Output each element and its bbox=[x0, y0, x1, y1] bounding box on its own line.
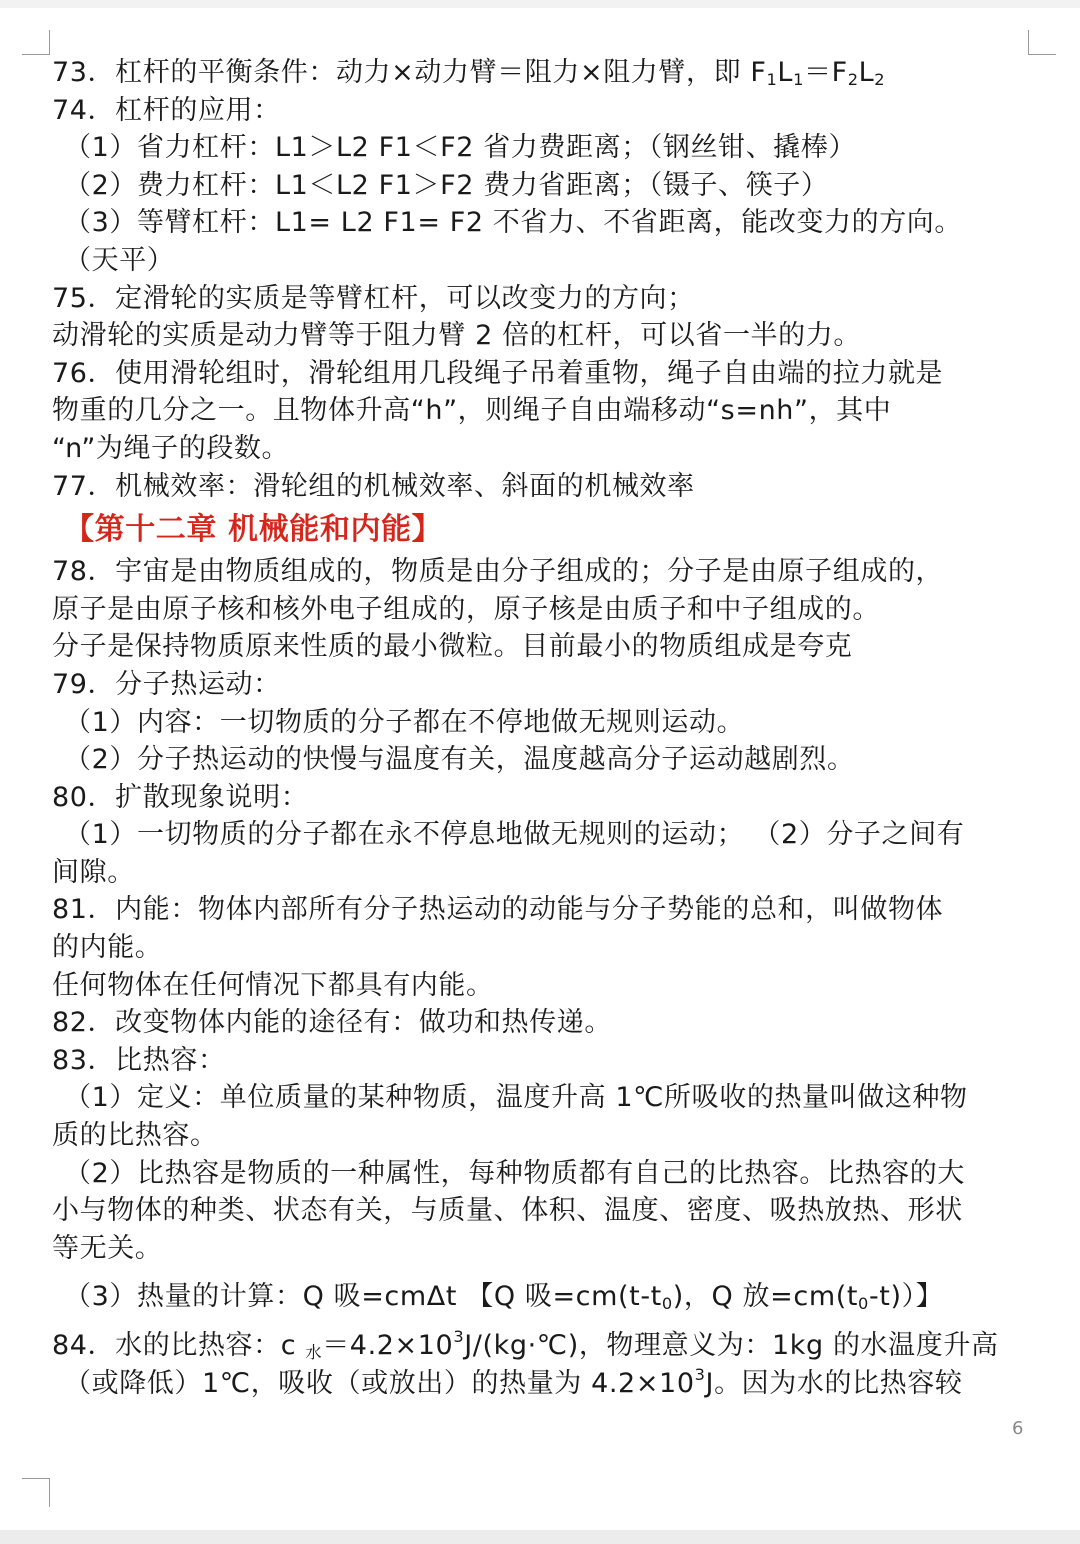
item-83-2: （2）比热容是物质的一种属性，每种物质都有自己的比热容。比热容的大 bbox=[64, 1157, 965, 1189]
crop-mark-top-right bbox=[1028, 30, 1056, 55]
item-75: 75．定滑轮的实质是等臂杠杆，可以改变力的方向； bbox=[52, 282, 695, 314]
item-73: 73．杠杆的平衡条件：动力×动力臂＝阻力×阻力臂，即 $F_1L_1=F_2L_2$ bbox=[52, 57, 886, 90]
item-81-cont: 的内能。 bbox=[52, 932, 163, 964]
crop-mark-top-left bbox=[22, 30, 50, 55]
item-82: 82．改变物体内能的途径有：做功和热传递。 bbox=[52, 1007, 612, 1039]
item-84: 84．水的比热容：c $_水=4.2\times 10^3J/(kg\cdot℃)$，物理意义为：1kg 的水温度升高 bbox=[52, 1326, 999, 1363]
crop-mark-bottom-left bbox=[22, 1478, 50, 1507]
item-83-1: （1）定义：单位质量的某种物质，温度升高 1℃所吸收的热量叫做这种物 bbox=[64, 1082, 968, 1114]
item-77: 77．机械效率：滑轮组的机械效率、斜面的机械效率 bbox=[52, 470, 695, 502]
item-74-1: （1）省力杠杆：L1＞L2 F1＜F2 省力费距离；（钢丝钳、撬棒） bbox=[64, 132, 857, 164]
item-80: 80．扩散现象说明： bbox=[52, 781, 309, 813]
item-74: 74．杠杆的应用： bbox=[52, 94, 281, 126]
item-79: 79．分子热运动： bbox=[52, 668, 281, 700]
item-78: 78．宇宙是由物质组成的，物质是由分子组成的；分子是由原子组成的， bbox=[52, 556, 944, 588]
item-76-cont-2: “n”为绳子的段数。 bbox=[52, 432, 290, 464]
item-81-cont-2: 任何物体在任何情况下都具有内能。 bbox=[52, 969, 494, 1001]
page-number: 6 bbox=[1012, 1418, 1024, 1439]
item-78-cont-2: 分子是保持物质原来性质的最小微粒。目前最小的物质组成是夸克 bbox=[52, 631, 853, 663]
item-83-3: （3）热量的计算：Q 吸=cmΔt 【Q 吸$=cm(t-t_0)$，Q 放$=cm(t_0-t)$）】 bbox=[64, 1281, 944, 1314]
item-84-cont: （或降低）1℃，吸收（或放出）的热量为 $4.2\times 10^3J$。因为水的比热容较 bbox=[64, 1364, 963, 1399]
item-83-1-cont: 质的比热容。 bbox=[52, 1120, 218, 1152]
bottom-margin-strip bbox=[0, 1530, 1080, 1544]
chapter-heading: 【第十二章 机械能和内能】 bbox=[64, 512, 443, 548]
item-74-3-cont: （天平） bbox=[64, 244, 175, 276]
item-81: 81．内能：物体内部所有分子热运动的动能与分子势能的总和，叫做物体 bbox=[52, 894, 944, 926]
item-74-3: （3）等臂杠杆：L1= L2 F1= F2 不省力、不省距离，能改变力的方向。 bbox=[64, 207, 963, 239]
item-74-2: （2）费力杠杆：L1＜L2 F1＞F2 费力省距离；（镊子、筷子） bbox=[64, 169, 829, 201]
item-80-1: （1）一切物质的分子都在永不停息地做无规则的运动； （2）分子之间有 bbox=[64, 819, 965, 851]
page-body bbox=[52, 54, 1042, 1402]
item-83-2-cont-2: 等无关。 bbox=[52, 1232, 163, 1264]
item-79-1: （1）内容：一切物质的分子都在不停地做无规则运动。 bbox=[64, 706, 745, 738]
item-78-cont: 原子是由原子核和核外电子组成的，原子核是由质子和中子组成的。 bbox=[52, 593, 880, 625]
item-83-2-cont: 小与物体的种类、状态有关，与质量、体积、温度、密度、吸热放热、形状 bbox=[52, 1195, 963, 1227]
item-76-cont: 物重的几分之一。且物体升高“h”，则绳子自由端移动“s=nh”，其中 bbox=[52, 395, 892, 427]
item-80-1-cont: 间隙。 bbox=[52, 856, 135, 888]
item-76: 76．使用滑轮组时，滑轮组用几段绳子吊着重物，绳子自由端的拉力就是 bbox=[52, 357, 944, 389]
item-79-2: （2）分子热运动的快慢与温度有关，温度越高分子运动越剧烈。 bbox=[64, 744, 855, 776]
item-83: 83．比热容： bbox=[52, 1044, 226, 1076]
item-75-cont: 动滑轮的实质是动力臂等于阻力臂 2 倍的杠杆，可以省一半的力。 bbox=[52, 320, 861, 352]
top-margin-strip bbox=[0, 0, 1080, 8]
